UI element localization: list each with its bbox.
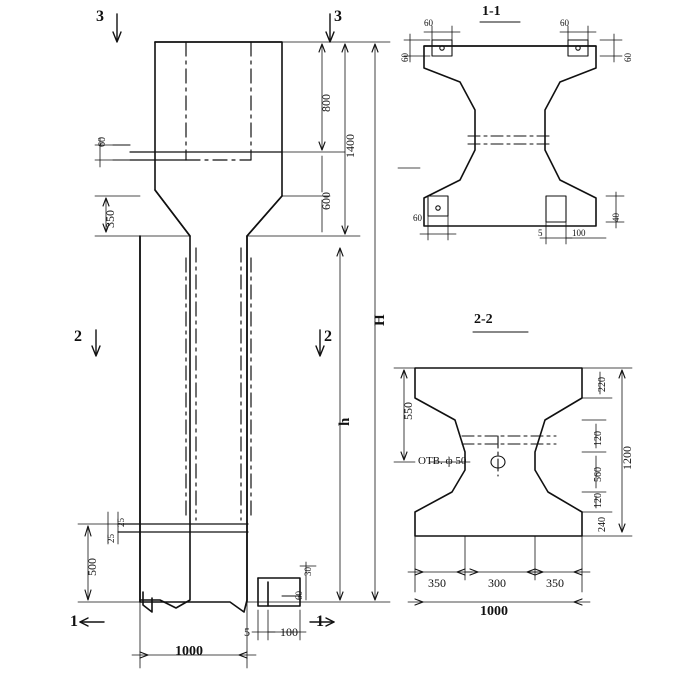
s2-dim-220: 220 — [597, 377, 608, 392]
s1-dim-60-top-left: 60 — [424, 18, 433, 28]
section-mark-3-right: 3 — [334, 8, 342, 25]
s1-dim-60-top-right: 60 — [560, 18, 569, 28]
dim-1000-elevation: 1000 — [175, 644, 203, 659]
dim-350: 350 — [103, 210, 117, 228]
section-2-2-title: 2-2 — [474, 312, 493, 327]
dim-h: h — [337, 417, 353, 426]
dim-100-bottom: 100 — [280, 625, 298, 639]
section-1-1-title: 1-1 — [482, 4, 501, 19]
s2-dim-120-top: 120 — [593, 431, 604, 446]
dim-25-a: 25 — [106, 534, 116, 543]
s1-dim-60-left-vert: 60 — [400, 53, 410, 62]
dim-60-top: 60 — [97, 137, 108, 147]
dim-5-bottom: 5 — [244, 625, 250, 639]
dim-500: 500 — [85, 558, 99, 576]
section-mark-2-left: 2 — [74, 328, 82, 345]
dim-600: 600 — [319, 192, 333, 210]
s1-dim-60-bottom: 60 — [413, 213, 422, 223]
s2-dim-300: 300 — [488, 576, 506, 590]
dim-60-bottom: 60 — [294, 591, 304, 600]
dim-1400: 1400 — [343, 134, 357, 158]
s1-dim-60-right-vert: 60 — [623, 53, 633, 62]
s2-dim-350-left: 350 — [428, 576, 446, 590]
s2-dim-120-bot: 120 — [593, 493, 604, 508]
s1-dim-100: 100 — [572, 228, 586, 238]
dim-H: H — [372, 314, 388, 326]
s2-dim-550: 550 — [401, 402, 415, 420]
dim-30: 30 — [303, 567, 313, 576]
hole-note: ОТВ. ф 50 — [418, 455, 467, 467]
s2-dim-1000: 1000 — [480, 604, 508, 619]
s2-dim-1200: 1200 — [620, 446, 634, 470]
section-mark-3-left: 3 — [96, 8, 104, 25]
section-mark-1-left: 1 — [70, 613, 78, 630]
s1-dim-5: 5 — [538, 228, 543, 238]
dim-800: 800 — [319, 94, 333, 112]
dim-25-b: 25 — [116, 518, 126, 527]
s1-dim-40: 40 — [611, 213, 621, 222]
s2-dim-240: 240 — [597, 517, 608, 532]
s2-dim-560: 560 — [593, 467, 604, 482]
s2-dim-350-right: 350 — [546, 576, 564, 590]
section-mark-1-right: 1 — [316, 613, 324, 630]
section-mark-2-right: 2 — [324, 328, 332, 345]
